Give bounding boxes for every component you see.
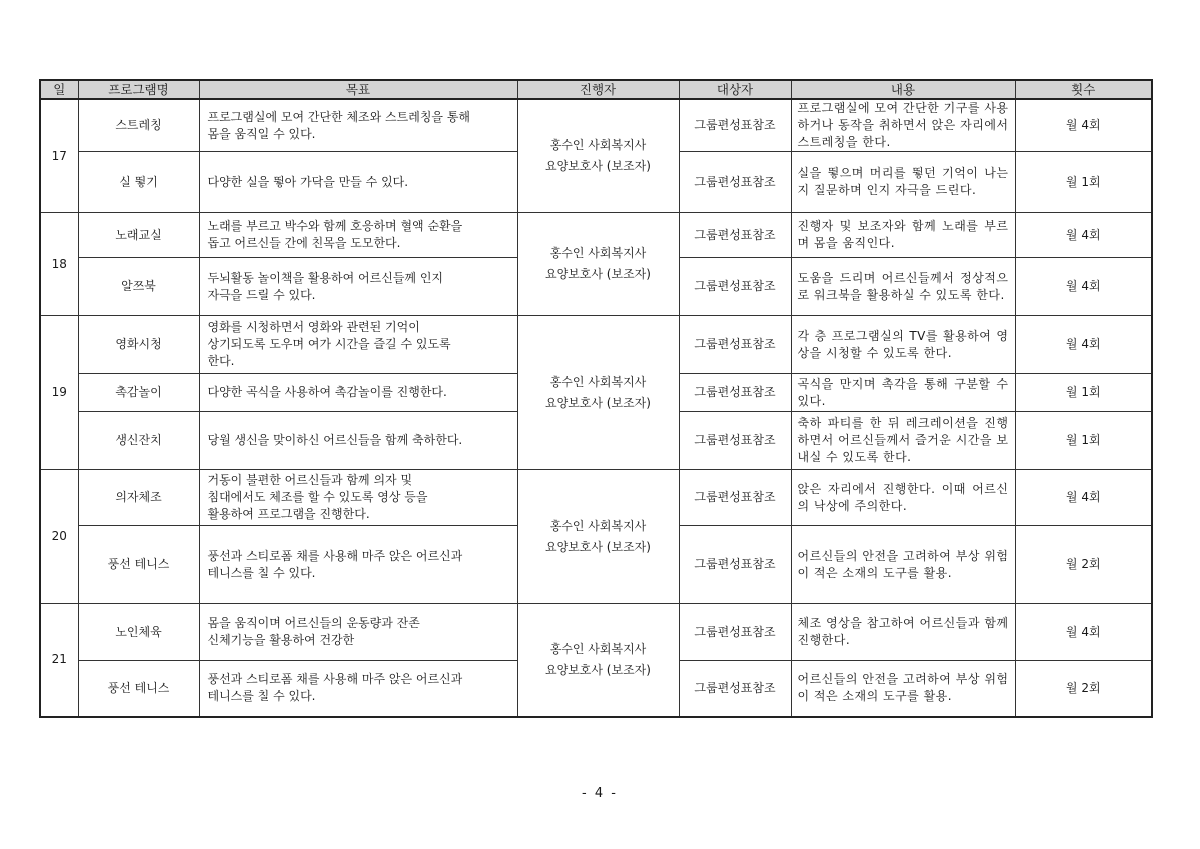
content-cell: 축하 파티를 한 뒤 레크레이션을 진행하면서 어르신들께서 즐거운 시간을 보내실 수 있도록 한다. xyxy=(791,412,1015,470)
table-row xyxy=(40,316,1152,374)
content-cell: 앉은 자리에서 진행한다. 이때 어르신의 낙상에 주의한다. xyxy=(791,470,1015,526)
day-cell: 18 xyxy=(40,213,78,316)
frequency-cell: 월 2회 xyxy=(1015,526,1152,604)
target-cell: 그룹편성표참조 xyxy=(679,213,791,258)
program-schedule-table xyxy=(39,79,1153,718)
day-cell: 19 xyxy=(40,316,78,470)
program-name-cell: 스트레칭 xyxy=(78,99,199,152)
header-content: 내용 xyxy=(791,80,1015,99)
goal-cell: 노래를 부르고 박수와 함께 호응하며 혈액 순환을 돕고 어르신들 간에 친목을 도모한다. xyxy=(199,213,517,258)
goal-cell: 프로그램실에 모여 간단한 체조와 스트레칭을 통해 몸을 움직일 수 있다. xyxy=(199,99,517,152)
program-name-cell: 알쯔북 xyxy=(78,258,199,316)
staff-cell: 홍수인 사회복지사 요양보호사 (보조자) xyxy=(517,604,679,717)
page-number: - 4 - xyxy=(582,786,618,801)
target-cell: 그룹편성표참조 xyxy=(679,99,791,152)
header-program-name: 프로그램명 xyxy=(78,80,199,99)
staff-cell: 홍수인 사회복지사 요양보호사 (보조자) xyxy=(517,213,679,316)
program-name-cell: 영화시청 xyxy=(78,316,199,374)
header-target: 대상자 xyxy=(679,80,791,99)
frequency-cell: 월 4회 xyxy=(1015,470,1152,526)
frequency-cell: 월 4회 xyxy=(1015,604,1152,661)
program-name-cell: 의자체조 xyxy=(78,470,199,526)
goal-cell: 몸을 움직이며 어르신들의 운동량과 잔존 신체기능을 활용하여 건강한 xyxy=(199,604,517,661)
goal-cell: 당월 생신을 맞이하신 어르신들을 함께 축하한다. xyxy=(199,412,517,470)
program-name-cell: 풍선 테니스 xyxy=(78,526,199,604)
content-cell: 프로그램실에 모여 간단한 기구를 사용하거나 동작을 취하면서 앉은 자리에서 스트레칭을 한다. xyxy=(791,99,1015,152)
content-cell: 곡식을 만지며 촉각을 통해 구분할 수 있다. xyxy=(791,374,1015,412)
day-cell: 21 xyxy=(40,604,78,717)
content-cell: 각 층 프로그램실의 TV를 활용하여 영상을 시청할 수 있도록 한다. xyxy=(791,316,1015,374)
target-cell: 그룹편성표참조 xyxy=(679,412,791,470)
staff-cell: 홍수인 사회복지사 요양보호사 (보조자) xyxy=(517,99,679,213)
table-row xyxy=(40,213,1152,258)
program-name-cell: 노인체육 xyxy=(78,604,199,661)
staff-cell: 홍수인 사회복지사 요양보호사 (보조자) xyxy=(517,316,679,470)
goal-cell: 풍선과 스티로폼 채를 사용해 마주 앉은 어르신과 테니스를 칠 수 있다. xyxy=(199,526,517,604)
header-frequency: 횟수 xyxy=(1015,80,1152,99)
target-cell: 그룹편성표참조 xyxy=(679,316,791,374)
target-cell: 그룹편성표참조 xyxy=(679,152,791,213)
content-cell: 어르신들의 안전을 고려하여 부상 위험이 적은 소재의 도구를 활용. xyxy=(791,526,1015,604)
table-row xyxy=(40,99,1152,152)
header-goal: 목표 xyxy=(199,80,517,99)
frequency-cell: 월 4회 xyxy=(1015,258,1152,316)
frequency-cell: 월 2회 xyxy=(1015,661,1152,717)
content-cell: 실을 뜋으며 머리를 뜋던 기억이 나는지 질문하며 인지 자극을 드린다. xyxy=(791,152,1015,213)
target-cell: 그룹편성표참조 xyxy=(679,526,791,604)
target-cell: 그룹편성표참조 xyxy=(679,661,791,717)
goal-cell: 두뇌활동 놀이책을 활용하여 어르신들께 인지 자극을 드릴 수 있다. xyxy=(199,258,517,316)
target-cell: 그룹편성표참조 xyxy=(679,374,791,412)
header-staff: 진행자 xyxy=(517,80,679,99)
goal-cell: 풍선과 스티로폼 채를 사용해 마주 앉은 어르신과 테니스를 칠 수 있다. xyxy=(199,661,517,717)
target-cell: 그룹편성표참조 xyxy=(679,470,791,526)
frequency-cell: 월 4회 xyxy=(1015,213,1152,258)
day-cell: 17 xyxy=(40,99,78,213)
goal-cell: 영화를 시청하면서 영화와 관련된 기억이 상기되도록 도우며 여가 시간을 즐길 수 있도록 한다. xyxy=(199,316,517,374)
target-cell: 그룹편성표참조 xyxy=(679,258,791,316)
header-row xyxy=(40,80,1152,99)
program-name-cell: 노래교실 xyxy=(78,213,199,258)
frequency-cell: 월 1회 xyxy=(1015,152,1152,213)
table-row xyxy=(40,470,1152,526)
table-row xyxy=(40,604,1152,661)
staff-cell: 홍수인 사회복지사 요양보호사 (보조자) xyxy=(517,470,679,604)
frequency-cell: 월 1회 xyxy=(1015,412,1152,470)
program-name-cell: 생신잔치 xyxy=(78,412,199,470)
program-name-cell: 촉감놀이 xyxy=(78,374,199,412)
program-name-cell: 풍선 테니스 xyxy=(78,661,199,717)
program-name-cell: 실 뜋기 xyxy=(78,152,199,213)
content-cell: 도움을 드리며 어르신들께서 정상적으로 워크북을 활용하실 수 있도록 한다. xyxy=(791,258,1015,316)
frequency-cell: 월 4회 xyxy=(1015,316,1152,374)
target-cell: 그룹편성표참조 xyxy=(679,604,791,661)
goal-cell: 다양한 곡식을 사용하여 촉감놀이를 진행한다. xyxy=(199,374,517,412)
day-cell: 20 xyxy=(40,470,78,604)
header-day: 일 xyxy=(40,80,78,99)
frequency-cell: 월 4회 xyxy=(1015,99,1152,152)
frequency-cell: 월 1회 xyxy=(1015,374,1152,412)
goal-cell: 거동이 불편한 어르신들과 함께 의자 및 침대에서도 체조를 할 수 있도록 영상 등을 활용하여 프로그램을 진행한다. xyxy=(199,470,517,526)
goal-cell: 다양한 실을 뜋아 가닥을 만들 수 있다. xyxy=(199,152,517,213)
content-cell: 진행자 및 보조자와 함께 노래를 부르며 몸을 움직인다. xyxy=(791,213,1015,258)
content-cell: 체조 영상을 참고하여 어르신들과 함께 진행한다. xyxy=(791,604,1015,661)
content-cell: 어르신들의 안전을 고려하여 부상 위험이 적은 소재의 도구를 활용. xyxy=(791,661,1015,717)
